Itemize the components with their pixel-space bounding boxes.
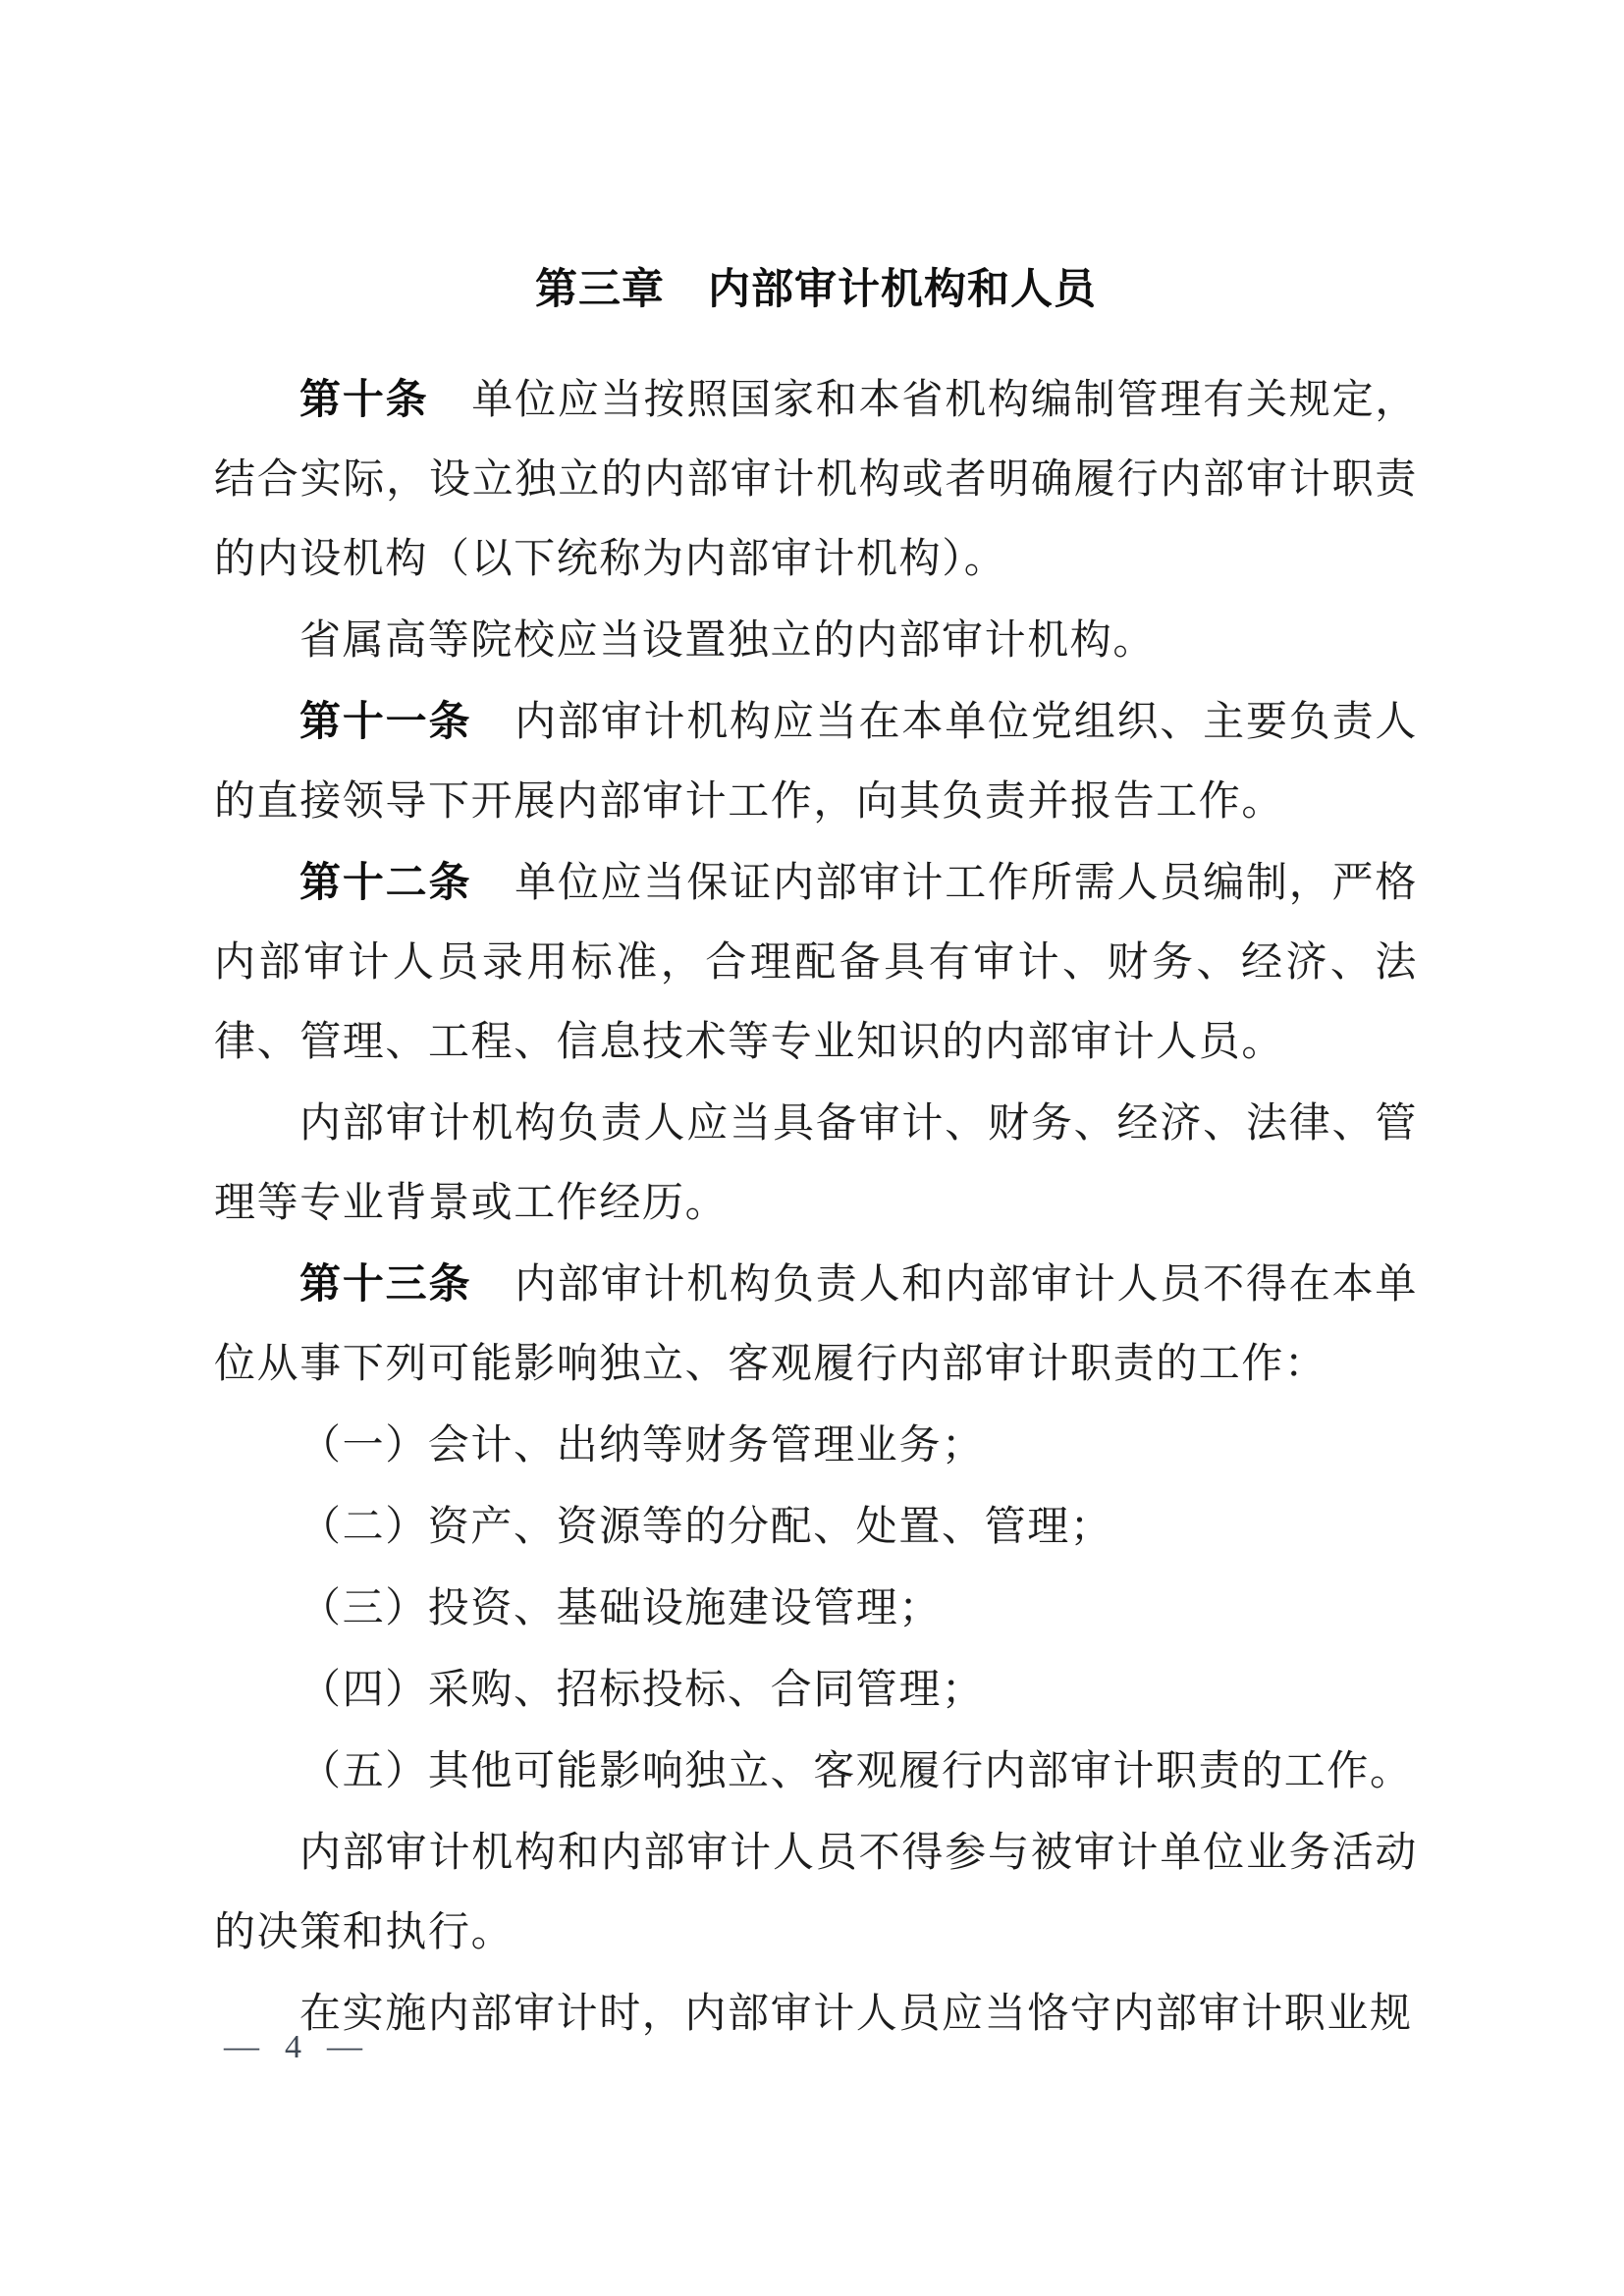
- paragraph: [214, 1731, 1418, 1812]
- paragraph-text: 内部审计机构应当在本单位党组织、主要负责人的直接领导下开展内部审计工作，向其负责并报告工作。: [214, 700, 1418, 825]
- page-footer: [224, 2024, 362, 2069]
- document-body: [214, 359, 1418, 2055]
- paragraph-text: （三）投资、基础设施建设管理；: [299, 1586, 943, 1631]
- paragraph: [214, 1486, 1418, 1568]
- article-number: 第十二条: [299, 859, 472, 905]
- paragraph: [214, 1812, 1418, 1973]
- article-number: 第十条: [299, 376, 429, 422]
- paragraph-text: 在实施内部审计时，内部审计人员应当恪守内部审计职业规: [299, 1992, 1413, 2037]
- paragraph-text: 单位应当按照国家和本省机构编制管理有关规定，结合实际，设立独立的内部审计机构或者明确履行内部审计职责的内设机构（以下统称为内部审计机构）。: [214, 378, 1418, 582]
- paragraph: [214, 1568, 1418, 1649]
- page-number: 4: [285, 2029, 301, 2065]
- paragraph: [214, 1973, 1418, 2055]
- paragraph: [214, 1405, 1418, 1486]
- paragraph: [214, 1083, 1418, 1244]
- paragraph: [214, 1649, 1418, 1731]
- article-paragraph: [214, 681, 1418, 842]
- paragraph-text: （一）会计、出纳等财务管理业务；: [299, 1423, 985, 1468]
- article-number: 第十一条: [299, 698, 472, 744]
- paragraph-text: （五）其他可能影响独立、客观履行内部审计职责的工作。: [299, 1749, 1413, 1794]
- footer-dash-right: —: [327, 2026, 362, 2065]
- paragraph-text: 内部审计机构和内部审计人员不得参与被审计单位业务活动的决策和执行。: [214, 1831, 1418, 1955]
- footer-dash-left: —: [224, 2026, 259, 2065]
- paragraph: [214, 600, 1418, 681]
- paragraph-text: 省属高等院校应当设置独立的内部审计机构。: [299, 618, 1157, 664]
- paragraph-text: （四）采购、招标投标、合同管理；: [299, 1668, 985, 1713]
- article-paragraph: [214, 842, 1418, 1083]
- article-paragraph: [214, 1244, 1418, 1405]
- article-number: 第十三条: [299, 1260, 472, 1307]
- article-paragraph: [214, 359, 1418, 600]
- paragraph-text: 内部审计机构负责人应当具备审计、财务、经济、法律、管理等专业背景或工作经历。: [214, 1101, 1418, 1226]
- paragraph-text: 内部审计机构负责人和内部审计人员不得在本单位从事下列可能影响独立、客观履行内部审计职责的工作：: [214, 1262, 1418, 1387]
- paragraph-text: 单位应当保证内部审计工作所需人员编制，严格内部审计人员录用标准，合理配备具有审计、财务、经济、法律、管理、工程、信息技术等专业知识的内部审计人员。: [214, 861, 1418, 1065]
- chapter-title: 第三章 内部审计机构和人员: [535, 266, 1097, 313]
- paragraph-text: （二）资产、资源等的分配、处置、管理；: [299, 1505, 1113, 1550]
